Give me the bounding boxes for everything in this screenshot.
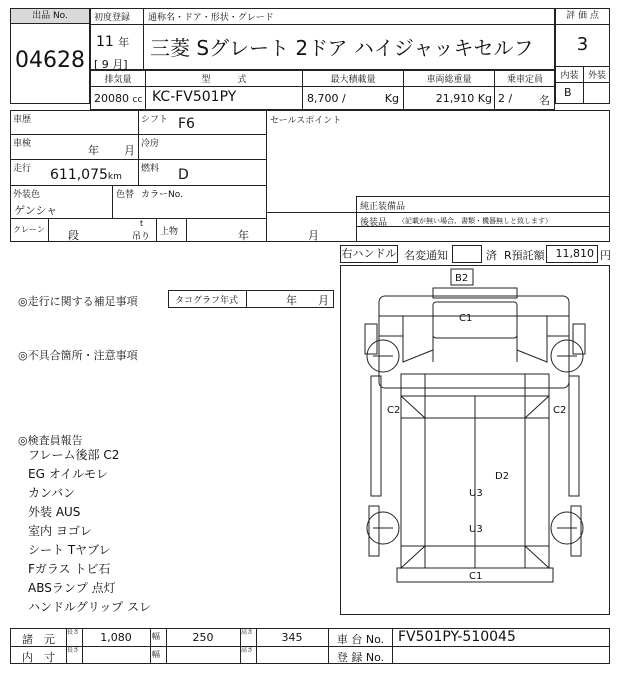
truck-diagram	[341, 266, 609, 614]
length-label: 長さ	[67, 629, 80, 636]
aftermarket-label: 後装品	[360, 218, 388, 228]
inspector-item: シート Tヤブレ	[28, 543, 111, 557]
inspector-item: Fガラス トビ石	[28, 562, 111, 576]
exterior-grade-label: 外装	[587, 71, 606, 81]
model-value: KC-FV501PY	[152, 89, 237, 105]
upper-label: 上物	[160, 227, 179, 237]
capacity-label: 乗車定員	[506, 75, 543, 85]
mark-b2: B2	[455, 273, 469, 284]
lot-label: 出品 No.	[11, 9, 89, 24]
windshield	[433, 302, 517, 338]
inspector-report-list	[28, 446, 288, 617]
fuel-value: D	[178, 167, 189, 183]
mark-c1-bottom: C1	[469, 571, 483, 582]
model-label: 型 式	[201, 75, 247, 85]
color-no-label: 色替	[116, 190, 135, 200]
steering-box: 右ハンドル	[340, 245, 398, 263]
tacho-label: タコグラフ年式	[175, 296, 239, 306]
first-reg-label: 初度登録	[94, 13, 131, 23]
recycle-amount-box: 11,810	[546, 245, 598, 263]
interior-grade-label: 内装	[560, 71, 579, 81]
crane-steps-unit: 段	[68, 229, 79, 242]
inspector-item: ハンドルグリップ スレ	[28, 600, 152, 614]
inspector-item: 室内 ヨゴレ	[28, 524, 92, 538]
mark-c2-left: C2	[387, 405, 401, 416]
tacho-year-unit: 年	[286, 294, 297, 307]
name-change-box	[452, 245, 482, 263]
inner-length-label: 長さ	[67, 647, 80, 654]
inspector-item: 外装 AUS	[28, 505, 81, 519]
inspector-item: フレーム後部 C2	[28, 448, 120, 462]
width-value: 250	[192, 631, 214, 644]
displacement-value: 20080 cc	[94, 92, 143, 105]
dims-label: 諸 元	[22, 633, 55, 646]
mark-c2-right: C2	[553, 405, 567, 416]
oem-equipment-label: 純正装備品	[360, 202, 406, 212]
fuel-label: 燃料	[141, 164, 160, 174]
inner-width-label: 幅	[152, 650, 160, 659]
inspector-item: EG オイルモレ	[28, 467, 109, 481]
vehicle-name: 三菱 Sグレート 2ドア ハイジャッキセルフ	[150, 36, 534, 60]
inspection-label: 車検	[13, 139, 32, 149]
grade-value: 3	[576, 34, 589, 55]
inner-height-label: 高さ	[241, 647, 254, 654]
length-value: 1,080	[100, 631, 132, 644]
model-desc-label: 通称名・ドア・形状・グレード	[148, 13, 274, 23]
inspector-report-label: ◎検査員報告	[18, 434, 83, 447]
left-mirror	[365, 324, 377, 354]
mileage-value: 611,075km	[50, 167, 122, 183]
crane-label: クレーン	[13, 225, 45, 234]
mileage-label: 走行	[13, 164, 32, 174]
crane-t-unit: t	[140, 219, 144, 228]
defect-notes-label: ◎不具合箇所・注意事項	[18, 349, 138, 362]
shift-value: F6	[178, 116, 195, 132]
gross-weight-label: 車両総重量	[426, 75, 472, 85]
mark-c1-top: C1	[459, 313, 473, 324]
inspector-item: ABSランプ 点灯	[28, 581, 116, 595]
displacement-label: 排気量	[104, 75, 132, 85]
grade-label: 評 価 点	[556, 9, 609, 25]
recycle-label: 済 R預託額	[486, 249, 545, 262]
color-code-label: カラーNo.	[141, 190, 183, 200]
width-label: 幅	[152, 632, 160, 641]
inner-dims-label: 内 寸	[22, 651, 55, 664]
aftermarket-note: （記載が無い場合、書類・機器無しと致します）	[398, 217, 552, 225]
driving-notes-label: ◎走行に関する補足事項	[18, 295, 138, 308]
damage-diagram-box	[340, 265, 610, 615]
ext-color-label: 外装色	[13, 190, 41, 200]
name-change-label: 名変通知	[404, 249, 448, 262]
upper-month-unit: 月	[308, 229, 319, 242]
chassis-value: FV501PY-510045	[398, 629, 516, 645]
chassis-label: 車 台 No.	[336, 633, 385, 646]
reg-no-label: 登 録 No.	[336, 651, 385, 664]
tacho-month-unit: 月	[318, 294, 329, 307]
inspection-month-unit: 月	[124, 144, 135, 157]
shift-label: シフト	[141, 115, 169, 125]
cooling-label: 冷房	[141, 139, 160, 149]
height-label: 高さ	[241, 629, 254, 636]
mark-u3-b: U3	[469, 524, 483, 535]
lot-number: 04628	[15, 48, 85, 73]
max-load-value: 8,700 / Kg	[307, 92, 399, 105]
reg-month: [ 9 月]	[94, 58, 128, 71]
crane-hang-unit: 吊り	[132, 232, 151, 242]
ext-color-value: ゲンシャ	[14, 204, 58, 217]
capacity-value: 2 / 名	[498, 92, 550, 107]
recycle-unit: 円	[600, 249, 611, 262]
gross-weight-value: 21,910 Kg	[435, 92, 492, 105]
sales-point-label: セールスポイント	[270, 116, 342, 126]
right-mirror	[573, 324, 585, 354]
history-label: 車歴	[13, 115, 32, 125]
upper-year-unit: 年	[238, 229, 249, 242]
mark-d2: D2	[495, 471, 510, 482]
max-load-label: 最大積載量	[330, 75, 376, 85]
inspection-year-unit: 年	[88, 144, 99, 157]
interior-grade-value: B	[564, 86, 572, 99]
height-value: 345	[281, 631, 303, 644]
reg-year: 11 年	[96, 34, 130, 50]
mark-u3-a: U3	[469, 488, 483, 499]
inspector-item: カンバン	[28, 486, 76, 500]
